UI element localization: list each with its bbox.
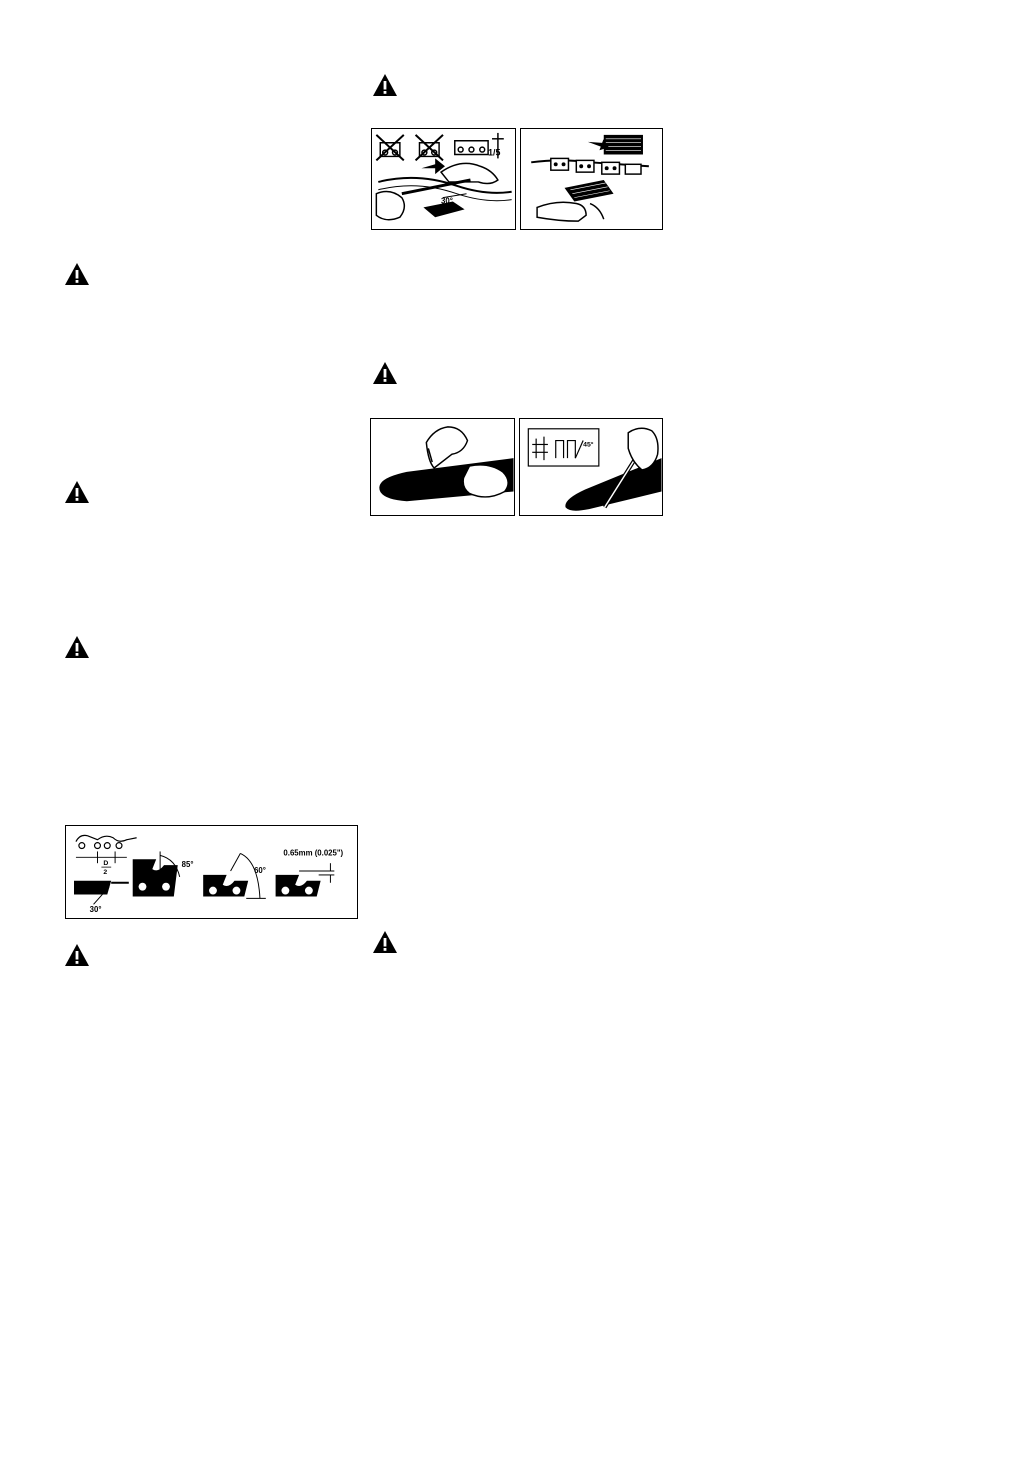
depth-denominator: 2 <box>103 868 108 876</box>
figure-file-holder <box>520 128 663 230</box>
figure-chain-sharpening <box>371 128 516 230</box>
warning-triangle-icon <box>64 480 90 504</box>
crossed-cutter-icon <box>376 135 403 160</box>
depth-numerator: D <box>103 860 109 868</box>
figure-bar-filing <box>519 418 663 516</box>
angle-30-label: 30° <box>89 905 102 915</box>
angle-label: 30° <box>441 196 453 206</box>
file-block <box>604 135 643 155</box>
cutter-depth-gauge <box>276 875 321 897</box>
warning-triangle-icon <box>372 361 398 385</box>
angle-85-label: 85° <box>181 860 194 870</box>
gauge-label: 0.65mm (0.025") <box>283 848 344 858</box>
hand-illustration <box>376 192 404 220</box>
crossed-cutter-icon <box>416 135 443 160</box>
fraction-label: 1/5 <box>488 147 501 158</box>
figure-depth-gauge <box>65 825 358 919</box>
angle-60-label: 60° <box>254 865 266 875</box>
cutter-60 <box>203 875 248 897</box>
warning-triangle-icon <box>64 262 90 286</box>
warning-triangle-icon <box>372 930 398 954</box>
cutter-85 <box>133 859 178 896</box>
warning-triangle-icon <box>64 943 90 967</box>
hand-illustration <box>537 202 586 221</box>
warning-triangle-icon <box>372 73 398 97</box>
angle-label: 45° <box>583 441 594 449</box>
figure-bar-burr <box>370 418 515 516</box>
warning-triangle-icon <box>64 635 90 659</box>
